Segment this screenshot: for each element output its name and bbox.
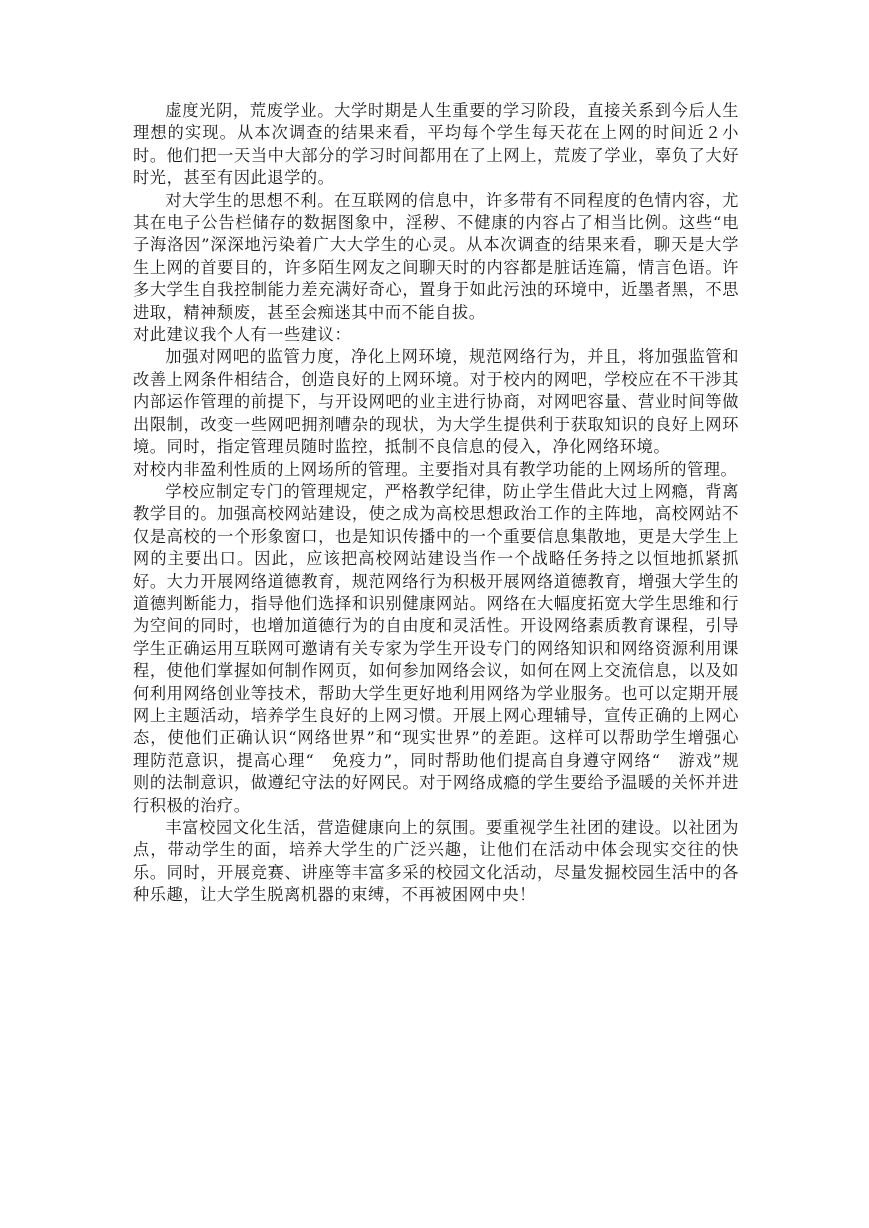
paragraph-campus-nonprofit-management: 对校内非盈利性质的上网场所的管理。主要指对具有教学功能的上网场所的管理。 — [133, 459, 738, 479]
paragraph-harmful-thoughts: 对大学生的思想不利。在互联网的信息中，许多带有不同程度的色情内容，尤其在电子公告栏储存的数据图象中，淫秽、不健康的内容占了相当比例。这些“电子海洛因”深深地污染着广大大学生的心灵。从本次调查的结果来看，聊天是大学生上网的首要目的，许多陌生网友之间聊天时的内容都是脏话连篇，情言色语。许多大学生自我控制能力差充满好奇心，置身于如此污浊的环境中，近墨者黑，不思进取，精神颓废，甚至会痴迷其中而不能自拔。 — [133, 190, 739, 322]
paragraph-wasting-time: 虚度光阴，荒废学业。大学时期是人生重要的学习阶段，直接关系到今后人生理想的实现。从本次调查的结果来看，平均每个学生每天花在上网的时间近２小时。他们把一天当中大部分的学习时间都用在了上网上，荒废了学业，辜负了大好时光，甚至有因此退学的。 — [133, 101, 739, 188]
paragraph-internet-cafe-supervision: 加强对网吧的监管力度，净化上网环境，规范网络行为，并且，将加强监管和改善上网条件相结合，创造良好的上网环境。对于校内的网吧，学校应在不干涉其内部运作管理的前提下，与开设网吧的业主进行协商，对网吧容量、营业时间等做出限制，改变一些网吧拥剂嘈杂的现状，为大学生提供利于获取知识的良好上网环境。同时，指定管理员随时监控，抵制不良信息的侵入，净化网络环境。 — [133, 347, 739, 457]
paragraph-school-regulations: 学校应制定专门的管理规定，严格教学纪律，防止学生借此大过上网瘾，背离教学目的。加强高校网站建设，使之成为高校思想政治工作的主阵地，高校网站不仅是高校的一个形象窗口，也是知识传播中的一个重要信息集散地，更是大学生上网的主要出口。因此，应该把高校网站建设当作一个战略任务持之以恒地抓紧抓好。大力开展网络道德教育，规范网络行为积极开展网络道德教育，增强大学生的道德判断能力，指导他们选择和识别健康网站。网络在大幅度拓宽大学生思维和行为空间的同时，也增加道德行为的自由度和灵活性。开设网络素质教育课程，引导学生正确运用互联网可邀请有关专家为学生开设专门的网络知识和网络资源利用课程，使他们掌握如何制作网页，如何参加网络会议，如何在网上交流信息，以及如何利用网络创业等技术，帮助大学生更好地利用网络为学业服务。也可以定期开展网上主题活动，培养学生良好的上网习惯。开展上网心理辅导，宣传正确的上网心态，使他们正确认识“网络世界”和“现实世界”的差距。这样可以帮助学生增强心理防范意识，提高心理“ 免疫力”，同时帮助他们提高自身遵守网络“ 游戏”规则的法制意识，做遵纪守法的好网民。对于网络成瘾的学生要给予温暖的关怀并进行积极的治疗。 — [133, 481, 739, 815]
paragraph-campus-culture: 丰富校园文化生活，营造健康向上的氛围。要重视学生社团的建设。以社团为点，带动学生的面，培养大学生的广泛兴趣，让他们在活动中体会现实交往的快乐。同时，开展竞赛、讲座等丰富多采的校园文化活动，尽量发掘校园生活中的各种乐趣，让大学生脱离机器的束缚，不再被困网中央！ — [133, 818, 739, 905]
paragraph-suggestions-intro: 对此建议我个人有一些建议： — [133, 325, 352, 345]
document-page — [133, 100, 739, 907]
